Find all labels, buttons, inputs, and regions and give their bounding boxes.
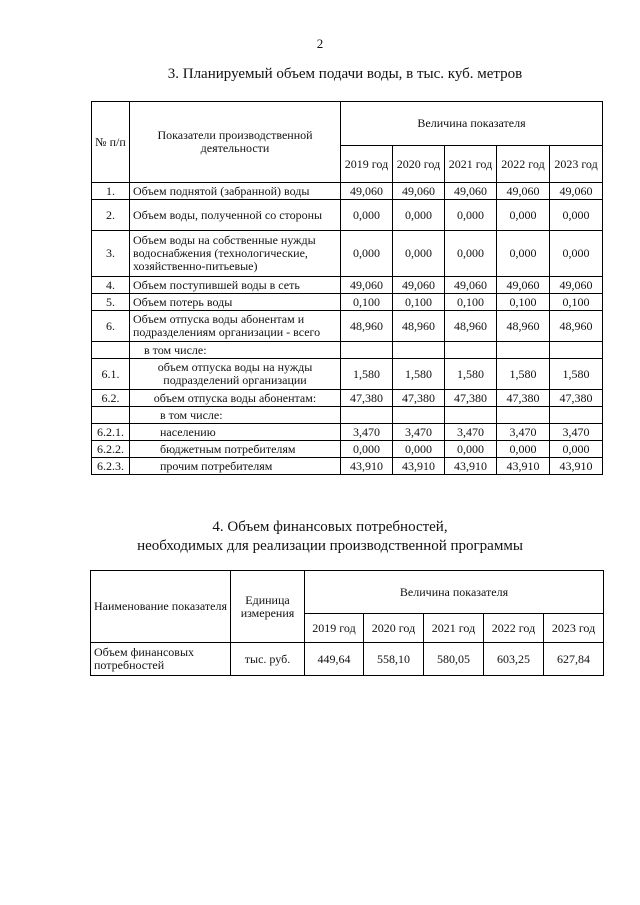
row-name: в том числе: — [130, 407, 341, 424]
section-title-line: необходимых для реализации производственной программы — [137, 538, 523, 554]
row-number: 6.1. — [92, 359, 130, 390]
row-value: 49,060 — [497, 277, 550, 294]
table-row — [92, 424, 603, 441]
row-value: 49,060 — [393, 183, 445, 200]
table-row — [92, 277, 603, 294]
header-name: Наименование показателя — [91, 571, 231, 643]
header-year: 2022 год — [497, 146, 550, 183]
row-value — [497, 342, 550, 359]
row-number: 6.2.2. — [92, 441, 130, 458]
table-row — [92, 311, 603, 342]
row-value: 1,580 — [550, 359, 603, 390]
row-value: 49,060 — [550, 183, 603, 200]
row-value: 48,960 — [550, 311, 603, 342]
row-value: 43,910 — [341, 458, 393, 475]
row-value: 0,000 — [393, 231, 445, 277]
table-row — [92, 294, 603, 311]
row-value: 0,000 — [341, 231, 393, 277]
row-number: 2. — [92, 200, 130, 231]
financial-needs-table — [90, 570, 604, 676]
row-value: 47,380 — [497, 390, 550, 407]
row-value: 0,000 — [445, 200, 497, 231]
row-value: 0,000 — [497, 231, 550, 277]
row-value: 48,960 — [393, 311, 445, 342]
table-row — [91, 643, 604, 676]
header-year: 2023 год — [550, 146, 603, 183]
row-value: 0,000 — [497, 441, 550, 458]
row-value — [393, 407, 445, 424]
row-value: 49,060 — [445, 183, 497, 200]
row-value: 0,000 — [445, 231, 497, 277]
row-value: 0,000 — [550, 441, 603, 458]
water-supply-table — [91, 101, 603, 475]
row-name: бюджетным потребителям — [130, 441, 341, 458]
row-value — [550, 342, 603, 359]
row-value: 0,000 — [497, 200, 550, 231]
row-value: 0,000 — [341, 200, 393, 231]
row-value: 580,05 — [424, 643, 484, 676]
row-value: 49,060 — [497, 183, 550, 200]
row-value: 0,100 — [393, 294, 445, 311]
row-number: 6. — [92, 311, 130, 342]
row-value: 48,960 — [497, 311, 550, 342]
row-value: 1,580 — [341, 359, 393, 390]
row-name: прочим потребителям — [130, 458, 341, 475]
header-year: 2023 год — [544, 614, 604, 643]
row-value: 3,470 — [341, 424, 393, 441]
row-value: 0,000 — [445, 441, 497, 458]
row-value: 48,960 — [341, 311, 393, 342]
header-value: Величина показателя — [305, 571, 604, 614]
row-number — [92, 407, 130, 424]
row-value: 0,100 — [497, 294, 550, 311]
section-title-water-supply: 3. Планируемый объем подачи воды, в тыс. куб. метров — [167, 66, 523, 82]
row-value: 1,580 — [393, 359, 445, 390]
row-value: 627,84 — [544, 643, 604, 676]
row-value: 0,100 — [550, 294, 603, 311]
row-value: 49,060 — [341, 277, 393, 294]
table-row — [92, 342, 603, 359]
row-number: 6.2. — [92, 390, 130, 407]
header-indicator: Показатели производственной деятельности — [130, 102, 341, 183]
row-number: 3. — [92, 231, 130, 277]
row-value: 43,910 — [393, 458, 445, 475]
row-name: Объем поднятой (забранной) воды — [130, 183, 341, 200]
table-row — [92, 441, 603, 458]
section-title-financial-needs — [30, 518, 630, 556]
row-number: 5. — [92, 294, 130, 311]
row-value: 49,060 — [445, 277, 497, 294]
row-name: в том числе: — [130, 342, 341, 359]
row-value: 0,000 — [550, 200, 603, 231]
row-value: 47,380 — [341, 390, 393, 407]
row-name: Объем воды на собственные нужды водоснабжения (технологические, хозяйственно-питьевые) — [130, 231, 341, 277]
row-value: 47,380 — [393, 390, 445, 407]
header-unit: Единица измерения — [231, 571, 305, 643]
row-value: 0,000 — [393, 441, 445, 458]
row-value — [341, 342, 393, 359]
row-value: 603,25 — [484, 643, 544, 676]
row-name: объем отпуска воды на нужды подразделений организации — [130, 359, 341, 390]
row-name: объем отпуска воды абонентам: — [130, 390, 341, 407]
section-title-line: 4. Объем финансовых потребностей, — [212, 519, 448, 535]
header-year: 2021 год — [445, 146, 497, 183]
row-value: 43,910 — [445, 458, 497, 475]
row-unit: тыс. руб. — [231, 643, 305, 676]
header-value: Величина показателя — [341, 102, 603, 146]
row-value: 47,380 — [550, 390, 603, 407]
row-name: Объем воды, полученной со стороны — [130, 200, 341, 231]
header-year: 2019 год — [341, 146, 393, 183]
row-name: Объем потерь воды — [130, 294, 341, 311]
row-value: 558,10 — [364, 643, 424, 676]
row-value: 43,910 — [550, 458, 603, 475]
row-value: 0,100 — [445, 294, 497, 311]
header-number: № п/п — [92, 102, 130, 183]
row-value — [393, 342, 445, 359]
table-row — [92, 359, 603, 390]
row-number: 1. — [92, 183, 130, 200]
header-year: 2022 год — [484, 614, 544, 643]
row-value — [497, 407, 550, 424]
header-year: 2020 год — [393, 146, 445, 183]
row-value: 0,000 — [341, 441, 393, 458]
row-value: 3,470 — [445, 424, 497, 441]
table-row — [92, 390, 603, 407]
table-row — [92, 231, 603, 277]
row-value — [445, 342, 497, 359]
row-name: Объем отпуска воды абонентам и подразделениям организации - всего — [130, 311, 341, 342]
page-number: 2 — [316, 36, 324, 51]
table-row — [92, 407, 603, 424]
table-row — [92, 200, 603, 231]
table-row — [92, 183, 603, 200]
row-value: 49,060 — [393, 277, 445, 294]
row-value: 0,100 — [341, 294, 393, 311]
row-value: 49,060 — [341, 183, 393, 200]
row-value: 43,910 — [497, 458, 550, 475]
row-name: Объем поступившей воды в сеть — [130, 277, 341, 294]
row-number: 6.2.3. — [92, 458, 130, 475]
row-value: 0,000 — [393, 200, 445, 231]
row-value: 0,000 — [550, 231, 603, 277]
row-value: 47,380 — [445, 390, 497, 407]
row-name: Объем финансовых потребностей — [91, 643, 231, 676]
row-value: 1,580 — [445, 359, 497, 390]
row-number — [92, 342, 130, 359]
row-value — [341, 407, 393, 424]
row-name: населению — [130, 424, 341, 441]
table-row — [92, 458, 603, 475]
row-value: 3,470 — [393, 424, 445, 441]
row-value: 48,960 — [445, 311, 497, 342]
header-year: 2021 год — [424, 614, 484, 643]
row-value: 1,580 — [497, 359, 550, 390]
row-value — [550, 407, 603, 424]
row-value: 49,060 — [550, 277, 603, 294]
row-number: 4. — [92, 277, 130, 294]
header-year: 2020 год — [364, 614, 424, 643]
row-value: 3,470 — [497, 424, 550, 441]
header-year: 2019 год — [305, 614, 364, 643]
row-value: 449,64 — [305, 643, 364, 676]
row-value — [445, 407, 497, 424]
row-number: 6.2.1. — [92, 424, 130, 441]
row-value: 3,470 — [550, 424, 603, 441]
